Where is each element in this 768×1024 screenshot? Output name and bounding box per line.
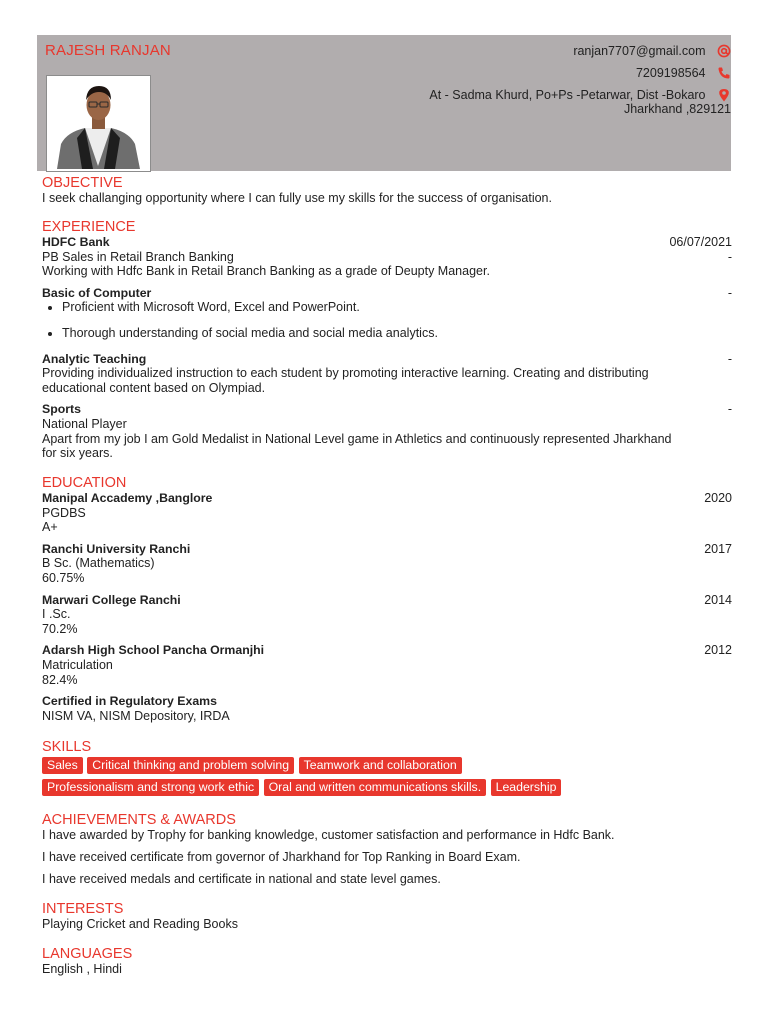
address-line-2: Jharkhand ,829121	[623, 102, 731, 116]
achievement-item: I have received medals and certificate in national and state level games.	[42, 872, 441, 887]
education-degree: PGDBS	[42, 505, 86, 520]
experience-desc-line: Providing individualized instruction to each student by promoting interactive learning. Creating and distributing	[42, 366, 649, 381]
contact-email[interactable]: ranjan7707@gmail.com	[573, 44, 706, 58]
experience-entry-computer	[42, 286, 732, 341]
education-year: 2020	[704, 491, 732, 505]
experience-desc: Working with Hdfc Bank in Retail Branch Banking as a grade of Deupty Manager.	[42, 264, 490, 279]
experience-date: -	[727, 351, 732, 366]
education-degree: Matriculation	[42, 657, 113, 672]
languages-text: English , Hindi	[42, 962, 122, 976]
skill-tag: Oral and written communications skills.	[264, 779, 487, 796]
education-grade: 70.2%	[42, 621, 78, 636]
achievement-item: I have received certificate from governor of Jharkhand for Top Ranking in Board Exam.	[42, 850, 521, 865]
list-item: • Proficient with Microsoft Word, Excel and PowerPoint.	[62, 300, 732, 315]
skill-tag: Leadership	[491, 779, 562, 796]
contact-phone-row	[636, 66, 731, 83]
education-school: Marwari College Ranchi	[42, 592, 181, 607]
skill-tag: Critical thinking and problem solving	[87, 757, 294, 774]
education-title: EDUCATION	[42, 475, 127, 491]
experience-desc-line: Apart from my job I am Gold Medalist in National Level game in Athletics and continuously represented Jharkhand	[42, 431, 672, 446]
education-grade: 82.4%	[42, 672, 78, 687]
computer-skills-list	[42, 300, 732, 340]
address-line-2-row	[624, 102, 731, 116]
objective-section	[42, 175, 732, 206]
list-item: • Thorough understanding of social media and social media analytics.	[62, 326, 732, 341]
education-section	[42, 475, 732, 723]
skills-section	[42, 739, 732, 796]
skills-title: SKILLS	[42, 739, 92, 755]
education-year: 2014	[704, 592, 732, 607]
experience-section	[42, 219, 732, 461]
education-school: Certified in Regulatory Exams	[42, 694, 217, 709]
skill-tag: Teamwork and collaboration	[299, 757, 462, 774]
objective-title: OBJECTIVE	[42, 175, 123, 191]
experience-role: National Player	[42, 416, 127, 431]
education-entry	[42, 491, 732, 535]
education-entry	[42, 542, 732, 586]
experience-org: HDFC Bank	[42, 235, 110, 249]
skill-tag: Professionalism and strong work ethic	[42, 779, 259, 796]
skills-tags	[42, 779, 732, 796]
education-grade: 60.75%	[42, 570, 85, 585]
experience-entry-teaching	[42, 352, 732, 396]
objective-text: I seek challanging opportunity where I can fully use my skills for the success of organisation.	[42, 191, 552, 205]
at-icon	[717, 44, 731, 61]
phone-icon	[717, 66, 731, 83]
education-school: Manipal Accademy ,Banglore	[42, 491, 213, 505]
person-photo-icon	[49, 78, 148, 169]
education-grade: A+	[42, 520, 58, 535]
contact-email-row	[573, 44, 731, 61]
experience-role: PB Sales in Retail Branch Banking	[42, 249, 234, 264]
education-degree: NISM VA, NISM Depository, IRDA	[42, 708, 230, 723]
languages-section	[42, 946, 732, 977]
interests-text: Playing Cricket and Reading Books	[42, 917, 238, 931]
experience-role-date: -	[727, 249, 732, 264]
education-year: 2012	[704, 643, 732, 658]
education-entry	[42, 643, 732, 687]
experience-date: 06/07/2021	[669, 235, 732, 249]
experience-entry-sports	[42, 402, 732, 460]
experience-desc-line: for six years.	[42, 446, 113, 461]
experience-title: EXPERIENCE	[42, 219, 136, 235]
achievements-section	[42, 812, 732, 887]
education-entry	[42, 593, 732, 637]
experience-entry-hdfc	[42, 235, 732, 279]
interests-section	[42, 901, 732, 932]
education-degree: I .Sc.	[42, 607, 71, 622]
languages-title: LANGUAGES	[42, 946, 133, 962]
education-school: Ranchi University Ranchi	[42, 541, 191, 556]
achievements-title: ACHIEVEMENTS & AWARDS	[42, 812, 236, 828]
profile-photo	[47, 76, 150, 171]
interests-title: INTERESTS	[42, 901, 124, 917]
candidate-name: RAJESH RANJAN	[45, 42, 171, 59]
skill-tag: Sales	[42, 757, 83, 774]
education-year: 2017	[704, 541, 732, 556]
experience-org: Analytic Teaching	[42, 351, 147, 366]
experience-org: Basic of Computer	[42, 285, 152, 300]
resume-header	[37, 35, 731, 171]
experience-org: Sports	[42, 402, 81, 417]
achievement-item: I have awarded by Trophy for banking knowledge, customer satisfaction and performance in Hdfc Bank.	[42, 828, 615, 842]
address-line-1: At - Sadma Khurd, Po+Ps -Petarwar, Dist -Bokaro	[429, 88, 706, 102]
experience-date: -	[727, 402, 732, 417]
education-entry	[42, 694, 732, 723]
education-school: Adarsh High School Pancha Ormanjhi	[42, 643, 265, 658]
experience-date: -	[727, 285, 732, 300]
education-degree: B Sc. (Mathematics)	[42, 556, 155, 571]
contact-phone[interactable]: 7209198564	[635, 66, 706, 80]
skills-tags	[42, 757, 732, 774]
experience-desc-line: educational content based on Olympiad.	[42, 380, 266, 395]
